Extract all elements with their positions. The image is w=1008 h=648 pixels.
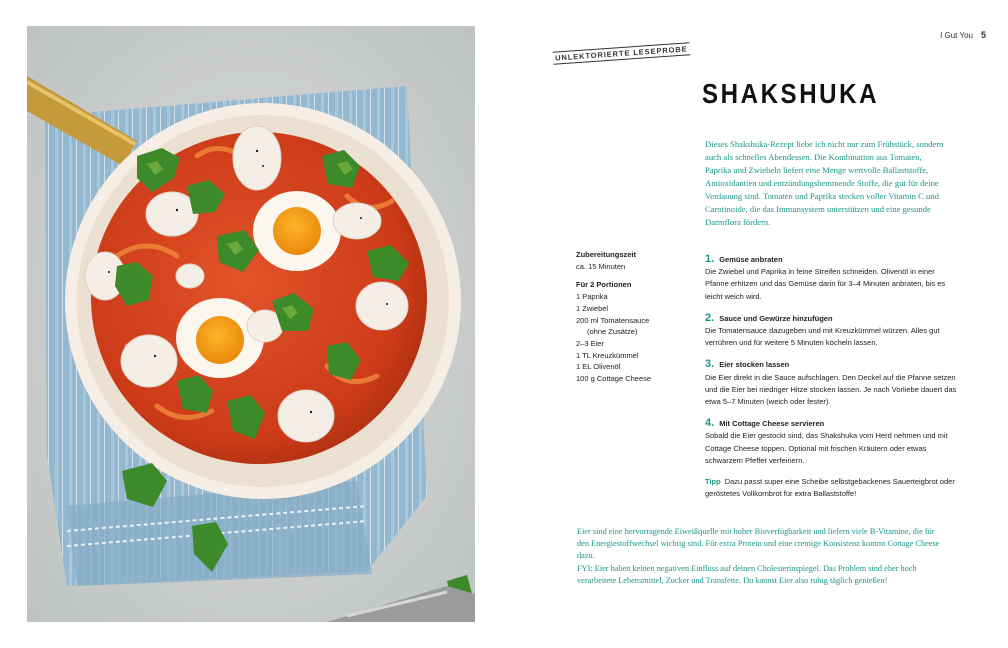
tip-text: Dazu passt super eine Scheibe selbstgebackenes Sauerteigbrot oder geröstetes Vollkornbrot für extra Ballaststoffe!: [705, 477, 955, 499]
recipe-steps: [705, 253, 960, 500]
recipe-photo: [27, 26, 475, 622]
footer-note: [577, 526, 947, 587]
step-2: [705, 312, 960, 350]
ingredient-item: 1 EL Olivenöl: [576, 362, 621, 372]
step-title: Eier stocken lassen: [719, 360, 790, 370]
step-title: Gemüse anbraten: [719, 255, 783, 264]
step-text: Die Eier direkt in die Sauce aufschlagen. Den Deckel auf die Pfanne setzen und die Eier bei niedriger Hitze stocken lassen. Je nach Vorliebe dauert das etwa 5–7 Minuten (weich oder fester).: [705, 372, 957, 407]
ingredient-item: 1 Paprika: [576, 292, 608, 302]
running-header: [940, 30, 986, 40]
recipe-meta: [576, 249, 686, 385]
step-3: [705, 358, 960, 408]
step-text: Die Zwiebel und Paprika in feine Streifen schneiden. Olivenöl in einer Pfanne erhitzen und das Gemüse darin für 3–4 Minuten anbraten, bis es leicht weich wird.: [705, 267, 946, 301]
tip-label: Tipp: [705, 477, 721, 487]
ingredient-item: 100 g Cottage Cheese: [576, 374, 652, 384]
shakshuka-pan-illustration: [27, 26, 475, 622]
ingredient-item: (ohne Zusätze): [587, 327, 638, 337]
step-1: [705, 253, 960, 303]
step-number: 2.: [705, 311, 715, 324]
step-text: Sobald die Eier gestockt sind, das Shakshuka vom Herd nehmen und mit Cottage Cheese toppen. Optional mit frischen Kräutern oder etwas schwarzem Pfeffer verfeinern.: [705, 431, 948, 465]
step-4: [705, 417, 960, 467]
page-number: 5: [980, 30, 986, 40]
portions-label: Für 2 Portionen: [576, 280, 632, 290]
prep-time-label: Zubereitungszeit: [576, 250, 637, 259]
ingredient-item: 1 Zwiebel: [576, 303, 609, 313]
step-title: Sauce und Gewürze hinzufügen: [719, 313, 833, 323]
prep-time-value: ca. 15 Minuten: [576, 261, 626, 271]
step-title: Mit Cottage Cheese servieren: [719, 419, 825, 429]
recipe-intro: Dieses Shakshuka-Rezept liebe ich nicht nur zum Frühstück, sondern auch als schnelles Abendessen. Die Kombination aus Tomaten, Paprika und Zwiebeln liefert eine Menge wertvolle Ballaststoffe, Antioxidantien und entzündungshemmende Stoffe, die gut für deine Verdauung sind. Tomaten und Paprika stecken voller Vitamin C und Carotinoide, die das Immunsystem unterstützen und eine gesunde Darmflora fördern.: [705, 139, 944, 227]
ingredient-item: 200 ml Tomatensauce: [576, 315, 650, 325]
egg-1: [253, 191, 341, 271]
book-title: I Gut You: [940, 31, 973, 40]
step-number: 4.: [705, 417, 715, 430]
ingredient-item: 2–3 Eier: [576, 338, 604, 348]
step-number: 3.: [705, 358, 715, 371]
ingredient-item: 1 TL Kreuzkümmel: [576, 350, 639, 360]
egg-2: [176, 298, 264, 378]
step-text: Die Tomatensauce dazugeben und mit Kreuzkümmel würzen. Alles gut verrühren und für weitere 5 Minuten köcheln lassen.: [705, 326, 940, 348]
footer-paragraph-1: Eier sind eine hervorragende Eiweißquelle mit hoher Bioverfügbarkeit und liefern viele B-Vitamine, die für den Energiestoffwechsel wichtig sind. Für extra Protein und eine cremige Konsistenz kommt Cottage Cheese dazu.: [577, 527, 940, 561]
step-number: 1.: [705, 253, 715, 265]
tip-box: [705, 476, 960, 500]
preview-stamp: UNLEKTORIERTE LESEPROBE: [553, 42, 690, 65]
recipe-title: SHAKSHUKA: [702, 78, 880, 109]
footer-paragraph-2: FYI: Eier haben keinen negativen Einfluss auf deinen Cholesterinspiegel. Das Problem sind eher hoch verarbeitete Lebensmittel, Zucker und Transfette. Du kannst Eier also ruhig täglich genießen!: [577, 563, 917, 585]
